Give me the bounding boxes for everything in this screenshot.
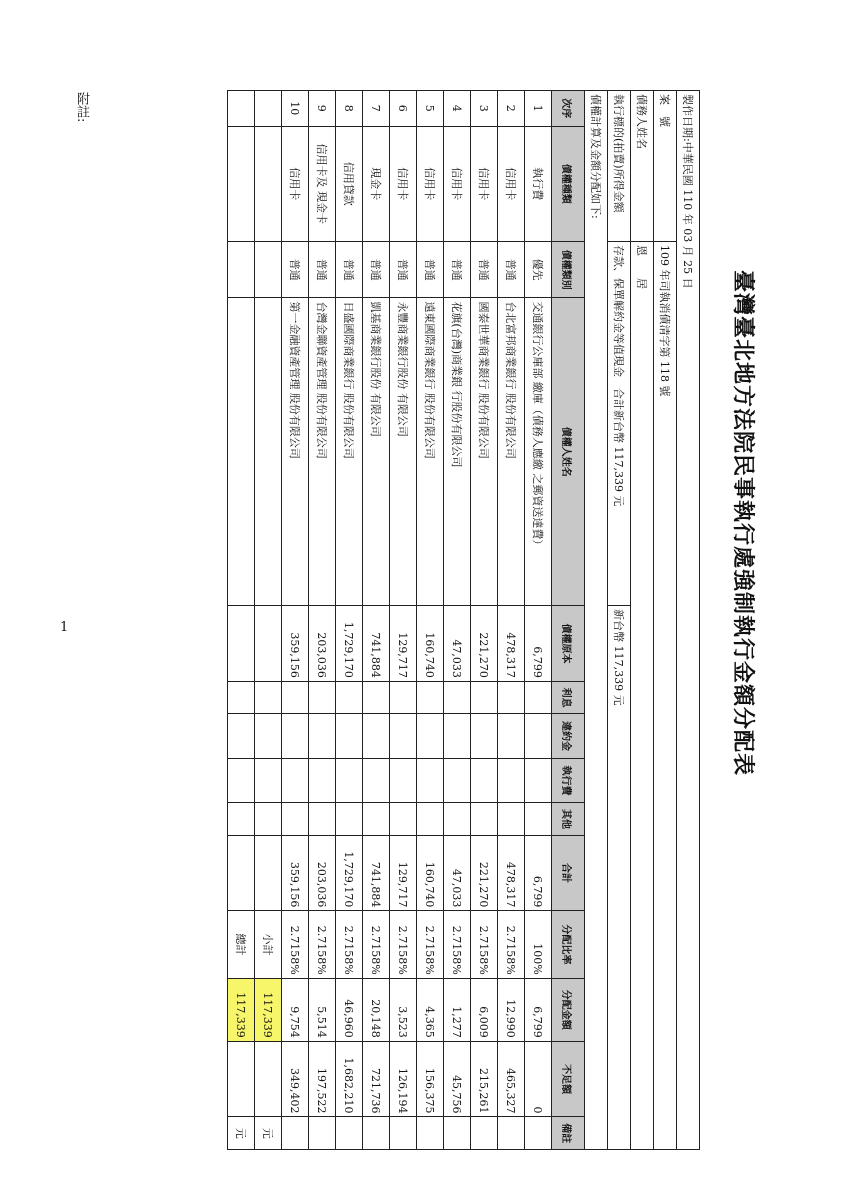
cell-amount: 46,960 xyxy=(336,978,363,1041)
header-cell: 違約金 xyxy=(552,714,585,758)
cell-empty xyxy=(336,714,363,758)
cell-creditor: 遠東國際商業銀行 股份有限公司 xyxy=(417,298,444,606)
cell-cls: 普通 xyxy=(417,241,444,297)
cell-ratio: 2.7158% xyxy=(282,911,309,978)
cell-ratio: 2.7158% xyxy=(471,911,498,978)
cell-empty xyxy=(282,803,309,835)
grandtotal-amount: 117,339 xyxy=(228,978,255,1041)
cell-empty xyxy=(363,758,390,802)
cell-kind: 信用貸款 xyxy=(336,126,363,241)
cell-principal: 741,884 xyxy=(363,606,390,682)
cell-empty xyxy=(498,1117,525,1150)
cell-empty xyxy=(498,758,525,802)
cell-empty xyxy=(309,758,336,802)
cell-total: 478,317 xyxy=(498,835,525,911)
cell-kind: 信用卡 xyxy=(471,126,498,241)
cell-empty xyxy=(363,1117,390,1150)
cell-empty xyxy=(498,681,525,713)
cell-empty xyxy=(282,714,309,758)
cell-empty xyxy=(525,681,552,713)
cell-empty xyxy=(228,681,255,713)
cell-cls: 普通 xyxy=(363,241,390,297)
cell-empty xyxy=(417,714,444,758)
cell-amount: 5,514 xyxy=(309,978,336,1041)
cell-empty xyxy=(417,758,444,802)
cell-total: 741,884 xyxy=(363,835,390,911)
case-label: 案 號 xyxy=(654,91,677,242)
cell-empty xyxy=(444,714,471,758)
cell-empty xyxy=(471,714,498,758)
cell-empty xyxy=(471,803,498,835)
cell-principal: 203,036 xyxy=(309,606,336,682)
cell-no: 3 xyxy=(471,91,498,127)
table-row xyxy=(336,91,363,1150)
cell-no: 2 xyxy=(498,91,525,127)
cell-kind: 執行費 xyxy=(525,126,552,241)
table-row xyxy=(282,91,309,1150)
cell-empty xyxy=(336,758,363,802)
cell-empty xyxy=(228,835,255,911)
cell-empty xyxy=(390,714,417,758)
cell-empty xyxy=(363,681,390,713)
cell-total: 221,270 xyxy=(471,835,498,911)
header-cell: 其他 xyxy=(552,803,585,835)
cell-empty xyxy=(309,1117,336,1150)
subtotal-row xyxy=(255,91,282,1150)
cell-empty xyxy=(309,681,336,713)
cell-empty xyxy=(363,803,390,835)
table-row xyxy=(471,91,498,1150)
grandtotal-unit: 元 xyxy=(228,1117,255,1150)
cell-empty xyxy=(309,714,336,758)
cell-empty xyxy=(471,681,498,713)
cell-empty xyxy=(228,606,255,682)
cell-ratio: 2.7158% xyxy=(309,911,336,978)
cell-cls: 普通 xyxy=(336,241,363,297)
debtor-label: 債務人姓名 xyxy=(631,91,654,242)
debtor-value: 恩 居 xyxy=(631,241,654,1149)
cell-amount: 9,754 xyxy=(282,978,309,1041)
cell-cls: 優先 xyxy=(525,241,552,297)
cell-kind: 信用卡及 現金卡 xyxy=(309,126,336,241)
table-row xyxy=(498,91,525,1150)
cell-empty xyxy=(228,91,255,127)
cell-kind: 信用卡 xyxy=(390,126,417,241)
cell-no: 7 xyxy=(363,91,390,127)
header-cell: 次序 xyxy=(552,91,585,127)
rotated-document xyxy=(80,90,756,1150)
cell-empty xyxy=(228,1041,255,1117)
cell-empty xyxy=(390,1117,417,1150)
subtotal-unit: 元 xyxy=(255,1117,282,1150)
table-row xyxy=(363,91,390,1150)
cell-empty xyxy=(336,681,363,713)
page-title: 臺灣臺北地方法院民事執行處強制執行金額分配表 xyxy=(730,270,756,777)
cell-short: 126,194 xyxy=(390,1041,417,1117)
date-line: 製作日期:中華民國 110 年 03 月 25 日 xyxy=(677,91,700,1150)
header-cell: 債權人姓名 xyxy=(552,298,585,606)
cell-no: 5 xyxy=(417,91,444,127)
cell-ratio: 2.7158% xyxy=(417,911,444,978)
cell-empty xyxy=(444,803,471,835)
cell-empty xyxy=(525,758,552,802)
grandtotal-row xyxy=(228,91,255,1150)
distribution-table xyxy=(227,90,700,1150)
header-cell: 合計 xyxy=(552,835,585,911)
cell-short: 465,327 xyxy=(498,1041,525,1117)
cell-amount: 6,009 xyxy=(471,978,498,1041)
cell-empty xyxy=(228,758,255,802)
cell-principal: 221,270 xyxy=(471,606,498,682)
cell-amount: 1,277 xyxy=(444,978,471,1041)
cell-empty xyxy=(309,803,336,835)
calc-label: 債權計算及金額分配如下: xyxy=(585,91,608,1150)
cell-creditor: 日盛國際商業銀行 股份有限公司 xyxy=(336,298,363,606)
cell-ratio: 2.7158% xyxy=(444,911,471,978)
header-cell: 債權類別 xyxy=(552,241,585,297)
cell-short: 0 xyxy=(525,1041,552,1117)
cell-no: 9 xyxy=(309,91,336,127)
cell-short: 45,756 xyxy=(444,1041,471,1117)
cell-creditor: 國泰世華商業銀行 股份有限公司 xyxy=(471,298,498,606)
cell-creditor: 花旗(台灣)商業銀 行股份有限公司 xyxy=(444,298,471,606)
cell-principal: 47,033 xyxy=(444,606,471,682)
header-cell: 不足額 xyxy=(552,1041,585,1117)
header-cell: 備註 xyxy=(552,1117,585,1150)
cell-empty xyxy=(363,714,390,758)
cell-empty xyxy=(471,1117,498,1150)
header-cell: 分配金額 xyxy=(552,978,585,1041)
cell-kind: 信用卡 xyxy=(417,126,444,241)
table-row xyxy=(309,91,336,1150)
header-cell: 分配比率 xyxy=(552,911,585,978)
cell-empty xyxy=(255,803,282,835)
cell-empty xyxy=(228,126,255,241)
table-row xyxy=(417,91,444,1150)
cell-empty xyxy=(255,606,282,682)
cell-total: 203,036 xyxy=(309,835,336,911)
cell-short: 197,522 xyxy=(309,1041,336,1117)
cell-kind: 現金卡 xyxy=(363,126,390,241)
cell-empty xyxy=(444,758,471,802)
cell-empty xyxy=(255,681,282,713)
page-number: 1 xyxy=(60,620,69,635)
cell-total: 47,033 xyxy=(444,835,471,911)
subtotal-amount: 117,339 xyxy=(255,978,282,1041)
cell-short: 349,402 xyxy=(282,1041,309,1117)
footnote: 附註: xyxy=(74,92,89,123)
cell-empty xyxy=(255,758,282,802)
cell-principal: 160,740 xyxy=(417,606,444,682)
cell-empty xyxy=(255,241,282,297)
cell-ratio: 2.7158% xyxy=(363,911,390,978)
cell-total: 160,740 xyxy=(417,835,444,911)
table-row xyxy=(444,91,471,1150)
cell-empty xyxy=(228,803,255,835)
table-row xyxy=(390,91,417,1150)
cell-amount: 6,799 xyxy=(525,978,552,1041)
cell-ratio: 2.7158% xyxy=(390,911,417,978)
cell-no: 1 xyxy=(525,91,552,127)
cell-principal: 1,729,170 xyxy=(336,606,363,682)
grandtotal-label: 總計 xyxy=(228,911,255,978)
table-row xyxy=(525,91,552,1150)
cell-amount: 12,990 xyxy=(498,978,525,1041)
cell-total: 1,729,170 xyxy=(336,835,363,911)
proceeds-value: 存款、保單解約金等值現金 合計新台幣 117,339 元 xyxy=(608,241,631,605)
cell-cls: 普通 xyxy=(390,241,417,297)
cell-empty xyxy=(255,298,282,606)
cell-empty xyxy=(390,758,417,802)
cell-empty xyxy=(444,1117,471,1150)
cell-amount: 20,148 xyxy=(363,978,390,1041)
cell-empty xyxy=(525,803,552,835)
header-cell: 利息 xyxy=(552,681,585,713)
cell-empty xyxy=(228,241,255,297)
cell-empty xyxy=(255,1041,282,1117)
cell-principal: 478,317 xyxy=(498,606,525,682)
proceeds-label: 執行標的(拍賣)所得金額 xyxy=(608,91,631,242)
cell-cls: 普通 xyxy=(282,241,309,297)
cell-total: 6,799 xyxy=(525,835,552,911)
cell-cls: 普通 xyxy=(444,241,471,297)
cell-short: 721,736 xyxy=(363,1041,390,1117)
cell-empty xyxy=(255,91,282,127)
cell-total: 129,717 xyxy=(390,835,417,911)
cell-empty xyxy=(228,298,255,606)
cell-no: 8 xyxy=(336,91,363,127)
cell-cls: 普通 xyxy=(309,241,336,297)
cell-kind: 信用卡 xyxy=(444,126,471,241)
cell-cls: 普通 xyxy=(471,241,498,297)
cell-creditor: 第一金融資產管理 股份有限公司 xyxy=(282,298,309,606)
cell-kind: 信用卡 xyxy=(282,126,309,241)
cell-amount: 3,523 xyxy=(390,978,417,1041)
cell-principal: 359,156 xyxy=(282,606,309,682)
cell-empty xyxy=(282,1117,309,1150)
cell-empty xyxy=(417,803,444,835)
cell-empty xyxy=(471,758,498,802)
cell-empty xyxy=(282,758,309,802)
cell-empty xyxy=(444,681,471,713)
cell-empty xyxy=(390,681,417,713)
cell-short: 215,261 xyxy=(471,1041,498,1117)
cell-no: 6 xyxy=(390,91,417,127)
proceeds-total: 新台幣 117,339 元 xyxy=(608,606,631,1150)
cell-creditor: 凱基商業銀行股份 有限公司 xyxy=(363,298,390,606)
cell-empty xyxy=(417,1117,444,1150)
cell-kind: 信用卡 xyxy=(498,126,525,241)
cell-empty xyxy=(525,714,552,758)
case-value: 109 年司執消債清字第 118 號 xyxy=(654,241,677,1149)
cell-empty xyxy=(525,1117,552,1150)
cell-empty xyxy=(255,835,282,911)
cell-principal: 6,799 xyxy=(525,606,552,682)
cell-empty xyxy=(498,714,525,758)
cell-empty xyxy=(336,1117,363,1150)
cell-no: 10 xyxy=(282,91,309,127)
cell-creditor: 台北富邦商業銀行 股份有限公司 xyxy=(498,298,525,606)
cell-empty xyxy=(417,681,444,713)
cell-no: 4 xyxy=(444,91,471,127)
cell-empty xyxy=(255,714,282,758)
cell-creditor: 台灣金聯資產管理 股份有限公司 xyxy=(309,298,336,606)
cell-cls: 普通 xyxy=(498,241,525,297)
cell-ratio: 100% xyxy=(525,911,552,978)
cell-creditor: 永豐商業銀行股份 有限公司 xyxy=(390,298,417,606)
cell-empty xyxy=(336,803,363,835)
cell-short: 156,375 xyxy=(417,1041,444,1117)
cell-principal: 129,717 xyxy=(390,606,417,682)
cell-total: 359,156 xyxy=(282,835,309,911)
cell-empty xyxy=(228,714,255,758)
cell-short: 1,682,210 xyxy=(336,1041,363,1117)
header-cell: 執行費 xyxy=(552,758,585,802)
cell-empty xyxy=(255,126,282,241)
cell-empty xyxy=(282,681,309,713)
cell-creditor: 交通銀行公庫部 繳庫（債務人應繳 之郵資送達費） xyxy=(525,298,552,606)
cell-ratio: 2.7158% xyxy=(336,911,363,978)
cell-empty xyxy=(498,803,525,835)
header-cell: 債權種類 xyxy=(552,126,585,241)
cell-amount: 4,365 xyxy=(417,978,444,1041)
cell-empty xyxy=(390,803,417,835)
header-cell: 債權原本 xyxy=(552,606,585,682)
cell-ratio: 2.7158% xyxy=(498,911,525,978)
subtotal-label: 小計 xyxy=(255,911,282,978)
